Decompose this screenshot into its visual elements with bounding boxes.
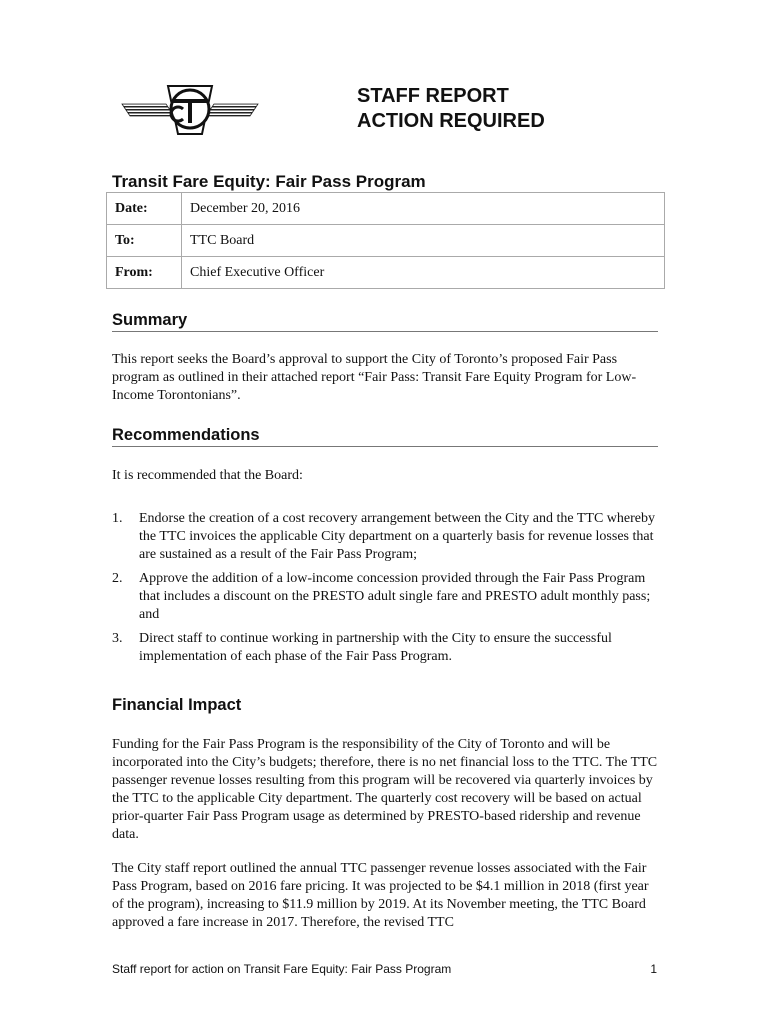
meta-value: December 20, 2016 [182,193,665,225]
meta-label: To: [107,225,182,257]
meta-value: TTC Board [182,225,665,257]
list-item [112,510,660,564]
recommendations-list [112,510,660,672]
recommendations-intro: It is recommended that the Board: [112,468,303,483]
meta-value: Chief Executive Officer [182,257,665,289]
meta-label: Date: [107,193,182,225]
report-meta-table [106,192,665,289]
list-item-text: Direct staff to continue working in partnership with the City to ensure the successful implementation of each phase of the Fair Pass Program. [139,631,612,664]
financial-impact-paragraph-2: The City staff report outlined the annual TTC passenger revenue losses associated with the Fair Pass Program, based on 2016 fare pricing. It was projected to be $4.1 million in 2018 (first year of the program), increasing to $11.9 million by 2019. At its November meeting, the TTC Board approved a fare increase in 2017. Therefore, the revised TTC [112,861,649,930]
list-item-number: 1. [112,511,123,526]
report-type-heading [357,84,545,134]
financial-impact-heading: Financial Impact [112,696,242,714]
list-item-text: Endorse the creation of a cost recovery arrangement between the City and the TTC whereby the TTC invoices the applicable City department on a quarterly basis for revenue losses that are sustained as a result of the Fair Pass Program; [139,511,655,562]
table-row [107,257,665,289]
report-type-line-1: STAFF REPORT [357,85,509,107]
list-item [112,570,660,624]
page-number: 1 [650,962,657,976]
footer-text: Staff report for action on Transit Fare Equity: Fair Pass Program [112,962,452,976]
list-item [112,630,660,666]
page-footer [112,962,657,976]
table-row [107,225,665,257]
list-item-text: Approve the addition of a low-income concession provided through the Fair Pass Program that includes a discount on the PRESTO adult single fare and PRESTO adult monthly pass; and [139,571,651,622]
document-title: Transit Fare Equity: Fair Pass Program [112,172,426,191]
summary-text: This report seeks the Board’s approval to support the City of Toronto’s proposed Fair Pass program as outlined in their attached report “Fair Pass: Transit Fare Equity Program for Low-Income Torontonians”. [112,352,637,403]
recommendations-heading: Recommendations [112,426,658,447]
table-row [107,193,665,225]
financial-impact-paragraph-1: Funding for the Fair Pass Program is the responsibility of the City of Toronto and will be incorporated into the City’s budgets; therefore, there is no net financial loss to the TTC. The TTC passenger revenue losses resulting from this program will be recovered via quarterly invoices by the TTC to the applicable City department. The quarterly cost recovery will be based on actual prior-quarter Fair Pass Program usage as determined by PRESTO-based ridership and revenue data. [112,737,658,842]
list-item-number: 2. [112,571,123,586]
ttc-logo-icon [120,82,260,138]
report-type-line-2: ACTION REQUIRED [357,110,545,132]
summary-heading: Summary [112,311,658,332]
meta-label: From: [107,257,182,289]
list-item-number: 3. [112,631,123,646]
